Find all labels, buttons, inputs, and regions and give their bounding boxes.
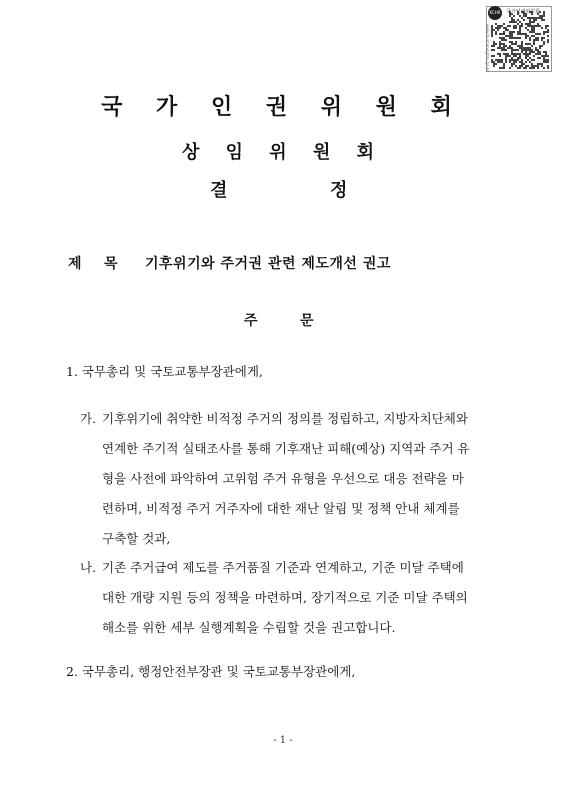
doc-type-char-2: 정 [330,180,348,201]
doc-type-char-1: 결 [210,180,228,201]
committee-title: 상 임 위 원 회 [181,142,384,163]
sub-item-a-line: 련하며, 비적정 주거 거주자에 대한 재난 알림 및 정책 안내 체계를 [102,501,460,516]
sub-item-a-text [102,404,470,554]
recommendation-item-2: 2. 국무총리, 행정안전부장관 및 국토교통부장관에게, [66,664,356,679]
org-logo-icon: KCHR [488,6,502,20]
sub-item-b-line: 대한 개량 지원 등의 정책을 마련하며, 장기적으로 기준 미달 주택의 [102,590,468,605]
org-title: 국 가 인 권 위 원 회 [101,94,465,120]
subject-title: 기후위기와 주거권 관련 제도개선 권고 [145,256,391,272]
sub-item-b-text [102,553,468,643]
seal-side-text: www.humanrights.go.kr [485,24,490,72]
sub-item-a-line: 구축할 것과, [102,531,171,546]
sub-item-a-line: 기후위기에 취약한 비적정 주거의 정의를 정립하고, 지방자치단체와 [102,411,468,426]
order-heading-char-1: 주 [244,313,258,329]
sub-item-b-line: 기존 주거급여 제도를 주거품질 기준과 연계하고, 기준 미달 주택에 [102,560,464,575]
sub-item-b-label: 나. [80,560,97,575]
recommendation-item-1: 1. 국무총리 및 국토교통부장관에게, [66,364,263,379]
sub-item-a-line: 연계한 주기적 실태조사를 통해 기후재난 피해(예상) 지역과 주거 유 [102,441,470,456]
subject-label-char-2: 목 [104,256,118,272]
sub-item-b-line: 해소를 위한 세부 실행계획을 수립할 것을 권고합니다. [102,620,396,635]
subject-label-char-1: 제 [68,256,82,272]
sub-item-a-line: 형을 사전에 파악하여 고위험 주거 유형을 우선으로 대응 전략을 마 [102,471,464,486]
seal-title: 국가인권위원회 [506,9,540,15]
sub-item-a-label: 가. [80,411,97,426]
page-number: - 1 - [273,735,293,746]
order-heading-char-2: 문 [300,313,314,329]
